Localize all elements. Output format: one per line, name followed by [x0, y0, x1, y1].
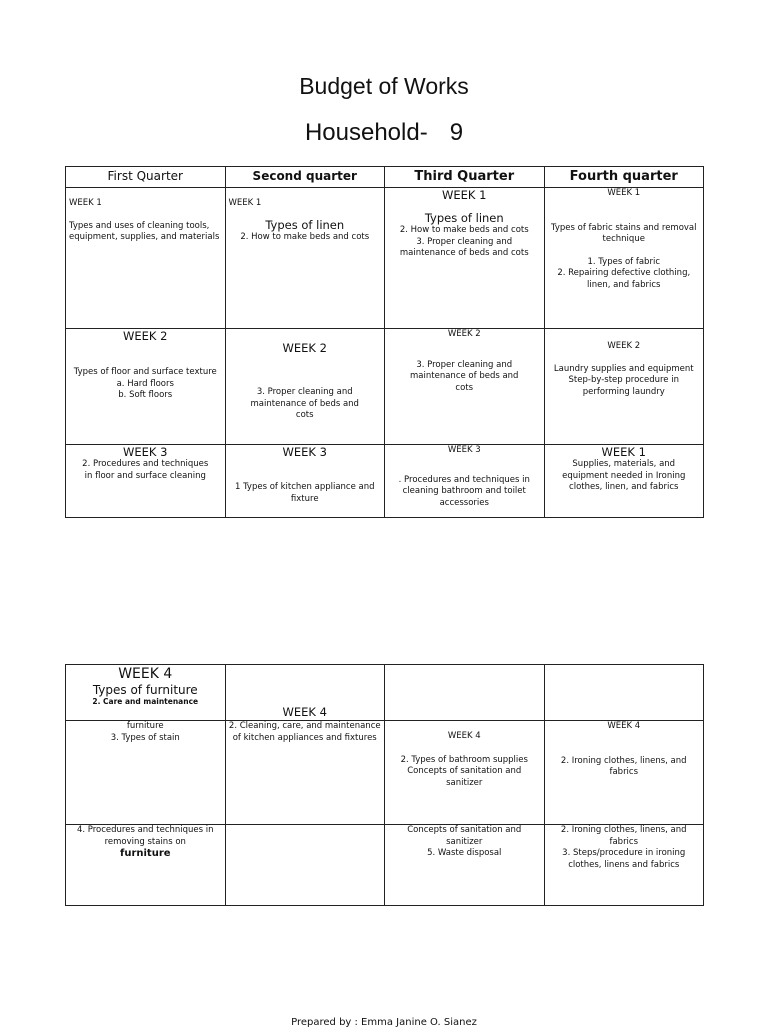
week-label: WEEK 2 [607, 341, 641, 351]
cell-text: 4. Procedures and techniques in removing stains on [76, 825, 214, 847]
cell-text: Types of floor and surface texture [73, 367, 217, 377]
table-cell [385, 188, 545, 329]
week-label: WEEK 3 [123, 445, 168, 459]
cell-text: 2. Types of bathroom supplies [400, 754, 528, 765]
page-title: Budget of Works [299, 73, 469, 99]
prepared-by-footer: Prepared by : Emma Janine O. Sianez [291, 1017, 477, 1028]
header-fourth-quarter: Fourth quarter [544, 167, 704, 188]
week-label: WEEK 1 [607, 188, 641, 198]
cell-text: . Procedures and techniques in cleaning bathroom and toilet accessories [398, 474, 530, 508]
cell-text: 1. Types of fabric [587, 256, 660, 267]
header-row [66, 167, 704, 188]
cell-text: Concepts of sanitation and sanitizer [407, 825, 522, 847]
cell-title: Types of linen [265, 217, 345, 232]
week-label: WEEK 4 [282, 705, 327, 719]
header-third-quarter: Third Quarter [385, 167, 545, 188]
cell-text: 3. Proper cleaning and maintenance of beds and cots [410, 359, 519, 393]
cell-text: 2. How to make beds and cots [240, 231, 370, 242]
cell-text-bold: furniture [119, 848, 171, 859]
table-cell [544, 188, 704, 329]
cell-text: 2. How to make beds and cots [399, 225, 529, 235]
table-cell [385, 445, 545, 518]
week-label: WEEK 4 [447, 731, 481, 741]
table-cell [225, 721, 385, 825]
week-label: WEEK 2 [282, 341, 327, 355]
page-subtitle [0, 119, 768, 147]
budget-table-2 [65, 664, 704, 906]
week-label: WEEK 1 [442, 188, 487, 202]
cell-text: Types and uses of cleaning tools, equipment, supplies, and materials [69, 220, 220, 242]
table-cell [385, 825, 545, 906]
cell-text: 1 Types of kitchen appliance and fixture [234, 482, 375, 504]
cell-text: 2. Ironing clothes, linens, and fabrics [560, 755, 687, 777]
cell-text: Concepts of sanitation and sanitizer [407, 766, 522, 788]
cell-text: Types of fabric stains and removal technique [550, 222, 697, 244]
cell-text: Step-by-step procedure in performing laundry [568, 375, 679, 397]
table-cell [544, 329, 704, 445]
header-first-quarter: First Quarter [66, 167, 226, 188]
table-row [66, 665, 704, 721]
cell-text: Supplies, materials, and equipment needed in Ironing clothes, linen, and fabrics [562, 459, 686, 492]
table-cell [225, 445, 385, 518]
table-cell [544, 825, 704, 906]
budget-table-1 [65, 166, 704, 518]
table-cell [225, 188, 385, 329]
table-cell [544, 445, 704, 518]
table-cell [225, 825, 385, 906]
table-cell [225, 329, 385, 445]
table-cell [66, 329, 226, 445]
week-label: WEEK 1 [601, 445, 646, 459]
table-cell [225, 665, 385, 721]
cell-text: 2. Procedures and techniques in floor and surface cleaning [82, 459, 209, 481]
table-cell [385, 329, 545, 445]
cell-text: 3. Steps/procedure in ironing clothes, linens and fabrics [562, 848, 686, 870]
table-cell [544, 665, 704, 721]
cell-text: b. Soft floors [118, 390, 173, 400]
table-row [66, 445, 704, 518]
table-row [66, 825, 704, 906]
cell-text: 2. Repairing defective clothing, linen, and fabrics [557, 268, 691, 290]
cell-text: Laundry supplies and equipment [553, 363, 694, 374]
cell-text: 3. Proper cleaning and maintenance of beds and cots [250, 387, 359, 420]
table-row [66, 329, 704, 445]
cell-title: Types of linen [424, 211, 504, 225]
table-cell [66, 445, 226, 518]
week-label: WEEK 2 [123, 329, 168, 343]
table-cell [544, 721, 704, 825]
header-second-quarter: Second quarter [225, 167, 385, 188]
cell-title: Types of furniture [92, 683, 198, 697]
cell-text: 5. Waste disposal [427, 848, 502, 858]
table-row [66, 188, 704, 329]
table-cell [385, 665, 545, 721]
cell-text: 3. Proper cleaning and maintenance of beds and cots [399, 236, 529, 258]
cell-text: a. Hard floors [116, 378, 174, 389]
week-label: WEEK 1 [69, 198, 102, 208]
week-label: WEEK 4 [118, 666, 173, 682]
week-label: WEEK 2 [447, 329, 481, 339]
week-label: WEEK 3 [447, 445, 481, 455]
table-cell [385, 721, 545, 825]
week-label: WEEK 1 [228, 198, 262, 208]
cell-text: 2. Cleaning, care, and maintenance of kitchen appliances and fixtures [228, 721, 381, 743]
table-row [66, 721, 704, 825]
week-label: WEEK 4 [607, 721, 641, 731]
table-cell [66, 825, 226, 906]
table-cell [66, 665, 226, 721]
cell-subtitle: 2. Care and maintenance [92, 697, 199, 706]
week-label: WEEK 3 [282, 445, 327, 459]
table-cell [66, 188, 226, 329]
cell-text: furniture [126, 721, 164, 731]
cell-text: 3. Types of stain [110, 732, 180, 743]
cell-text: 2. Ironing clothes, linens, and fabrics [560, 825, 687, 847]
table-cell [66, 721, 226, 825]
subtitle-label: Household- [304, 119, 428, 146]
grade-number: 9 [449, 119, 464, 146]
